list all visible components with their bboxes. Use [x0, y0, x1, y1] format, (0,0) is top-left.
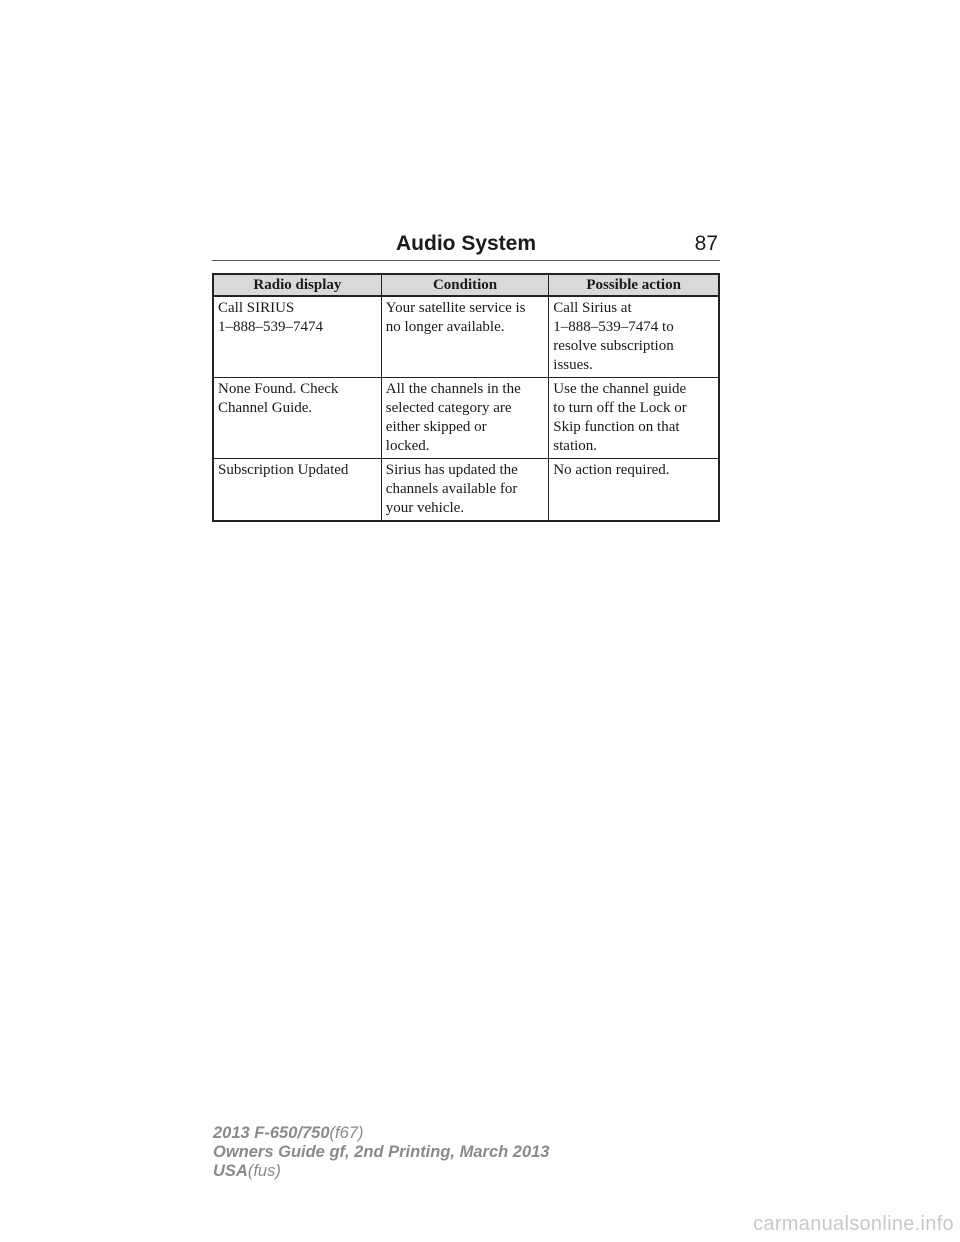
table-header-row — [213, 274, 719, 296]
cell-line: Call SIRIUS — [218, 300, 295, 316]
cell-line: resolve subscription — [553, 338, 674, 354]
radio-display-cell — [213, 459, 381, 522]
cell-line: Channel Guide. — [218, 400, 313, 416]
cell-line: Sirius has updated the — [385, 462, 518, 478]
footer-guide: Owners Guide gf, 2nd Printing, March 2013 — [213, 1143, 550, 1161]
column-header-radio-display: Radio display — [213, 274, 381, 296]
action-cell — [549, 459, 719, 522]
action-cell — [549, 378, 719, 459]
cell-line: Use the channel guide — [553, 381, 687, 397]
condition-cell — [381, 296, 549, 378]
page-header — [212, 232, 720, 261]
condition-cell — [381, 459, 549, 522]
condition-cell — [381, 378, 549, 459]
cell-line: to turn off the Lock or — [553, 400, 687, 416]
cell-line: selected category are — [385, 400, 512, 416]
cell-line: None Found. Check — [218, 381, 339, 397]
cell-line: no longer available. — [385, 319, 505, 335]
site-watermark: carmanualsonline.info — [753, 1213, 954, 1235]
cell-line: No action required. — [553, 462, 670, 478]
footer-model: 2013 F-650/750 — [213, 1124, 330, 1142]
radio-display-table — [212, 273, 720, 522]
cell-line: Your satellite service is — [385, 300, 526, 316]
document-footer — [213, 1124, 550, 1181]
cell-line: either skipped or — [385, 419, 487, 435]
table-row — [213, 296, 719, 378]
column-header-condition: Condition — [381, 274, 549, 296]
column-header-possible-action: Possible action — [549, 274, 719, 296]
action-cell — [549, 296, 719, 378]
section-title: Audio System — [396, 232, 537, 255]
cell-line: Skip function on that — [553, 419, 680, 435]
cell-line: your vehicle. — [385, 500, 465, 516]
cell-line: Call Sirius at — [553, 300, 632, 316]
radio-display-cell — [213, 296, 381, 378]
footer-model-code: (f67) — [329, 1124, 364, 1142]
table-row — [213, 459, 719, 522]
cell-line: channels available for — [385, 481, 518, 497]
cell-line: station. — [553, 438, 598, 454]
cell-line: All the channels in the — [385, 381, 521, 397]
footer-line-guide — [213, 1143, 550, 1162]
radio-display-cell — [213, 378, 381, 459]
cell-line: 1–888–539–7474 — [218, 319, 323, 335]
footer-market-code: (fus) — [247, 1162, 281, 1180]
cell-line: issues. — [553, 357, 593, 373]
cell-line: 1–888–539–7474 to — [553, 319, 674, 335]
cell-line: locked. — [385, 438, 430, 454]
footer-line-model — [213, 1124, 550, 1143]
page-number: 87 — [694, 232, 718, 255]
footer-line-market — [213, 1162, 550, 1181]
footer-market: USA — [213, 1162, 248, 1180]
cell-line: Subscription Updated — [218, 462, 349, 478]
table-row — [213, 378, 719, 459]
